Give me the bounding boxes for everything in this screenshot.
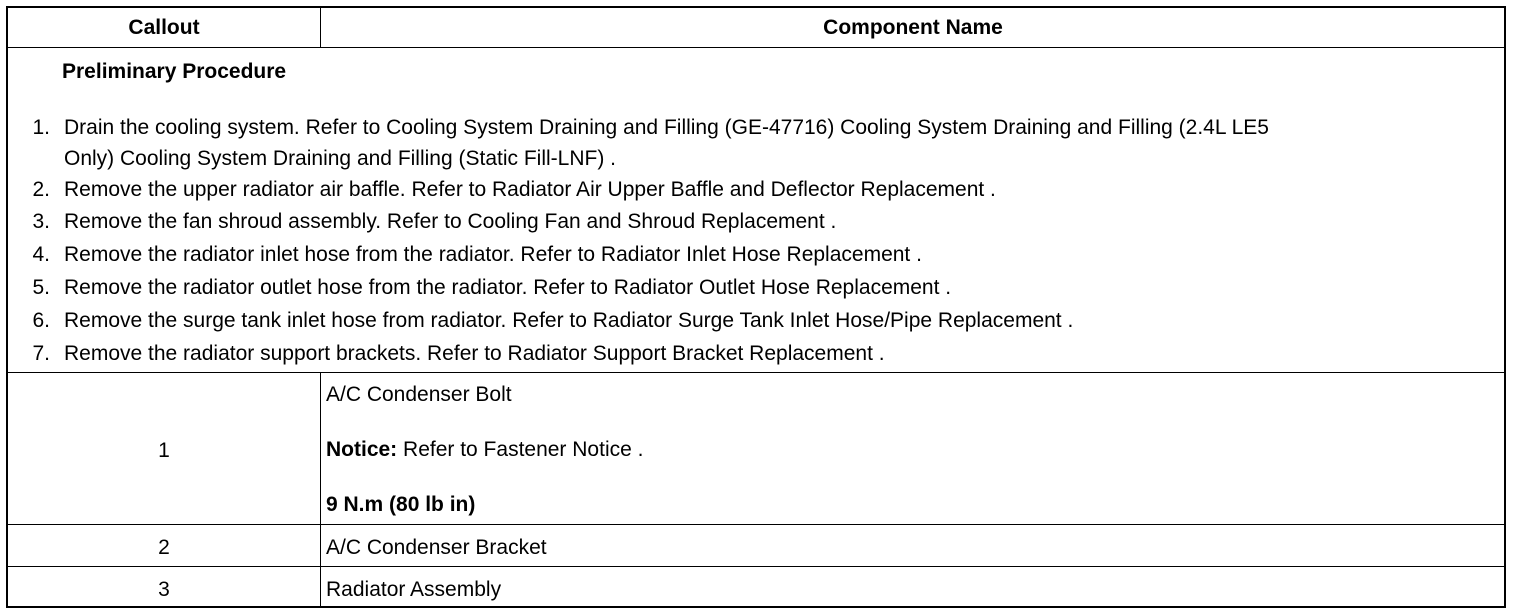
step-number: 3. — [32, 210, 50, 233]
step-number: 6. — [32, 309, 50, 332]
callout-number: 2 — [158, 536, 170, 559]
component-name: A/C Condenser Bolt — [326, 383, 512, 406]
step-text: Remove the fan shroud assembly. Refer to Cooling Fan and Shroud Replacement . — [64, 210, 837, 233]
step-number: 4. — [32, 243, 50, 266]
row-divider — [8, 524, 1504, 525]
step-text: Remove the surge tank inlet hose from radiator. Refer to Radiator Surge Tank Inlet Hose/Pipe Replacement . — [64, 309, 1074, 332]
column-divider — [320, 372, 321, 608]
step-text: Drain the cooling system. Refer to Cooling System Draining and Filling (GE-47716) Cooling System Draining and Filling (2.4L LE5 — [64, 116, 1269, 139]
step-text: Only) Cooling System Draining and Filling (Static Fill-LNF) . — [64, 147, 616, 170]
header-divider — [320, 8, 321, 47]
component-table — [6, 6, 1506, 608]
callout-number: 1 — [158, 439, 170, 462]
step-number: 2. — [32, 178, 50, 201]
step-number: 1. — [32, 116, 50, 139]
step-text: Remove the radiator support brackets. Refer to Radiator Support Bracket Replacement . — [64, 342, 885, 365]
step-text: Remove the upper radiator air baffle. Refer to Radiator Air Upper Baffle and Deflector Replacement . — [64, 178, 996, 201]
notice-text: Refer to Fastener Notice . — [397, 438, 644, 461]
row-divider — [8, 566, 1504, 567]
header-bottom-rule — [8, 47, 1504, 48]
step-text: Remove the radiator outlet hose from the radiator. Refer to Radiator Outlet Hose Replacement . — [64, 276, 952, 299]
component-name: Radiator Assembly — [326, 578, 502, 601]
step-number: 5. — [32, 276, 50, 299]
notice-label: Notice: — [326, 438, 398, 461]
procedure-title: Preliminary Procedure — [62, 60, 287, 83]
header-callout: Callout — [128, 16, 200, 39]
step-number: 7. — [32, 342, 50, 365]
callout-number: 3 — [158, 578, 170, 601]
torque-spec: 9 N.m (80 lb in) — [326, 493, 476, 516]
header-component-name: Component Name — [823, 16, 1003, 39]
component-name: A/C Condenser Bracket — [326, 536, 547, 559]
procedure-bottom-rule — [8, 372, 1504, 373]
notice-line — [326, 438, 1426, 462]
step-text: Remove the radiator inlet hose from the radiator. Refer to Radiator Inlet Hose Replacement . — [64, 243, 922, 266]
